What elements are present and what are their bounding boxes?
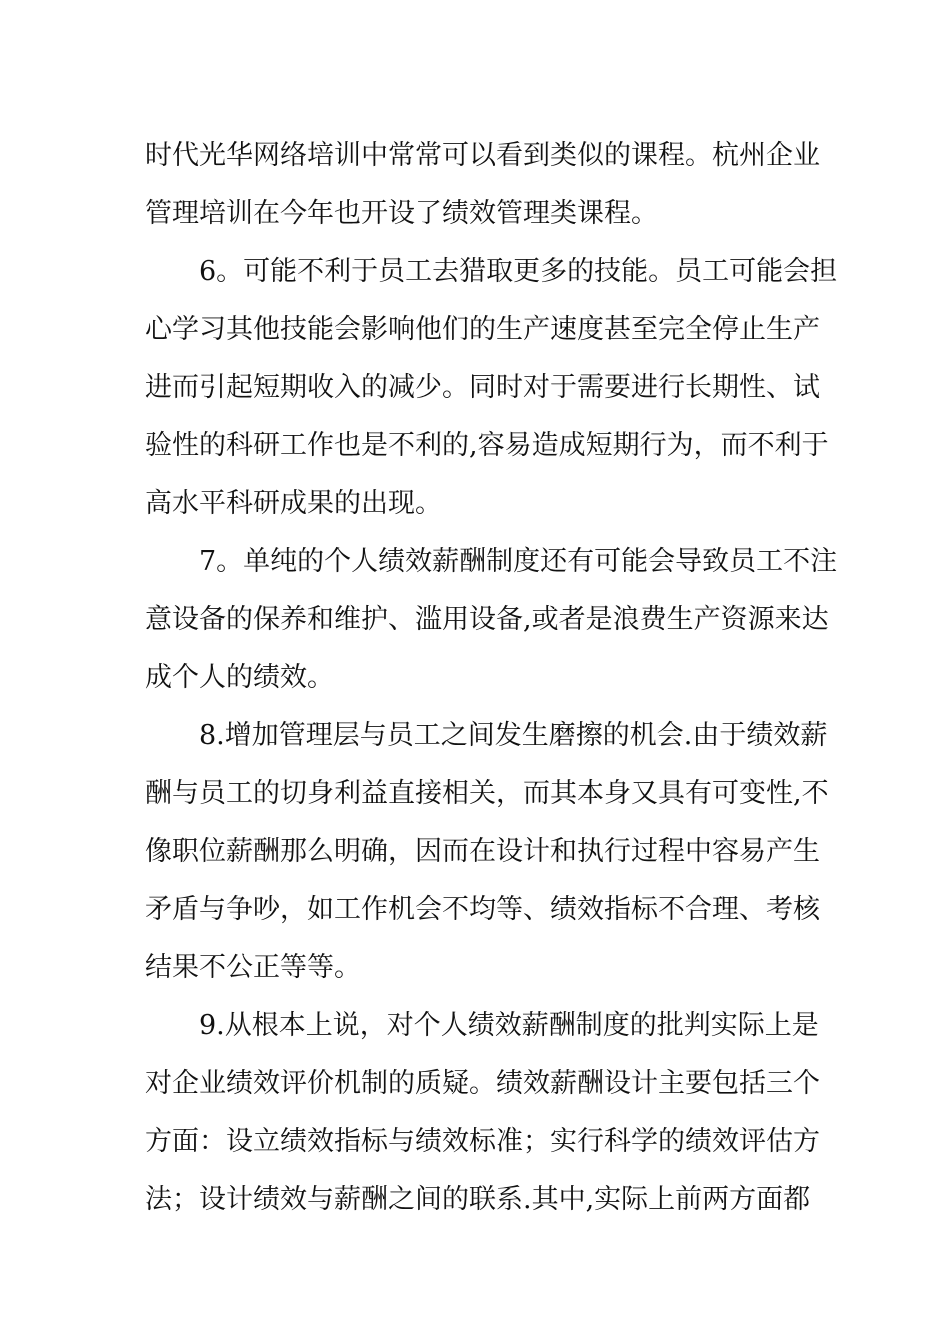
- text-line: 像职位薪酬那么明确，因而在设计和执行过程中容易产生: [145, 836, 820, 867]
- text-line: 高水平科研成果的出现。: [145, 488, 442, 519]
- text-line: 心学习其他技能会影响他们的生产速度甚至完全停止生产: [145, 314, 820, 345]
- text-line: 意设备的保养和维护、滥用设备,或者是浪费生产资源来达: [145, 604, 829, 635]
- paragraph-first-line: 9.从根本上说，对个人绩效薪酬制度的批判实际上是: [199, 1010, 819, 1041]
- text-line: 管理培训在今年也开设了绩效管理类课程。: [145, 198, 658, 229]
- text-line: 验性的科研工作也是不利的,容易造成短期行为，而不利于: [145, 430, 829, 461]
- text-line: 矛盾与争吵，如工作机会不均等、绩效指标不合理、考核: [145, 894, 820, 925]
- paragraph-first-line: 8.增加管理层与员工之间发生磨擦的机会.由于绩效薪: [199, 720, 828, 751]
- paragraph-first-line: 7。单纯的个人绩效薪酬制度还有可能会导致员工不注: [199, 546, 838, 577]
- text-line: 法；设计绩效与薪酬之间的联系.其中,实际上前两方面都: [145, 1184, 811, 1215]
- text-line: 方面：设立绩效指标与绩效标准；实行科学的绩效评估方: [145, 1126, 820, 1157]
- text-line: 时代光华网络培训中常常可以看到类似的课程。杭州企业: [145, 140, 820, 171]
- text-line: 对企业绩效评价机制的质疑。绩效薪酬设计主要包括三个: [145, 1068, 820, 1099]
- text-line: 成个人的绩效。: [145, 662, 334, 693]
- text-line: 进而引起短期收入的减少。同时对于需要进行长期性、试: [145, 372, 820, 403]
- text-line: 酬与员工的切身利益直接相关，而其本身又具有可变性,不: [145, 778, 829, 809]
- paragraph-first-line: 6。可能不利于员工去猎取更多的技能。员工可能会担: [199, 256, 838, 287]
- text-line: 结果不公正等等。: [145, 952, 361, 983]
- body-text: [145, 127, 838, 1229]
